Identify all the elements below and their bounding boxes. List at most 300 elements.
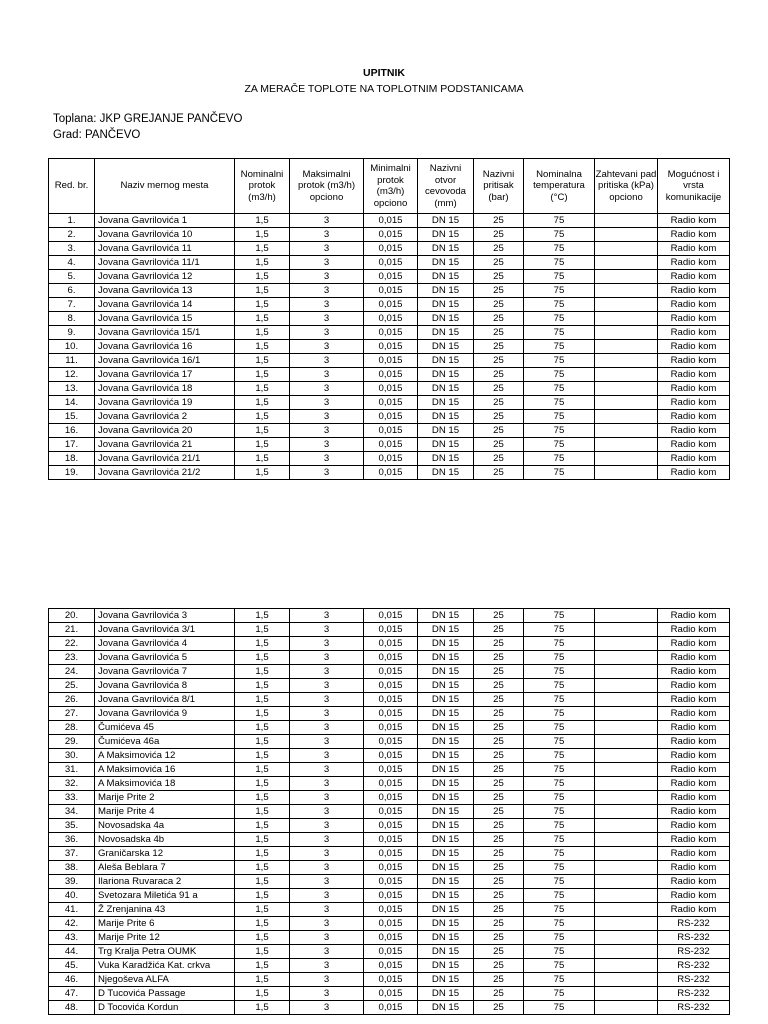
max-flow-cell: 3 <box>290 298 364 312</box>
max-flow-cell: 3 <box>290 637 364 651</box>
temperature-cell: 75 <box>524 284 595 298</box>
pressure-drop-cell <box>595 875 658 889</box>
table-body-part-1 <box>49 214 730 480</box>
pipe-diameter-cell: DN 15 <box>418 707 474 721</box>
communication-cell: Radio kom <box>658 396 730 410</box>
pipe-diameter-cell: DN 15 <box>418 973 474 987</box>
communication-cell: Radio kom <box>658 875 730 889</box>
table-row <box>49 791 730 805</box>
pressure-cell: 25 <box>474 1001 524 1015</box>
nominal-flow-cell: 1,5 <box>235 735 290 749</box>
temperature-cell: 75 <box>524 833 595 847</box>
table-row <box>49 214 730 228</box>
table-row <box>49 973 730 987</box>
max-flow-cell: 3 <box>290 721 364 735</box>
min-flow-cell: 0,015 <box>364 651 418 665</box>
communication-cell: Radio kom <box>658 368 730 382</box>
min-flow-cell: 0,015 <box>364 665 418 679</box>
communication-cell: Radio kom <box>658 242 730 256</box>
nominal-flow-cell: 1,5 <box>235 424 290 438</box>
max-flow-cell: 3 <box>290 777 364 791</box>
header-pad-pritiska: Zahtevani pad pritiska (kPa) opciono <box>595 159 658 214</box>
pressure-cell: 25 <box>474 889 524 903</box>
pressure-drop-cell <box>595 354 658 368</box>
table-row <box>49 693 730 707</box>
communication-cell: Radio kom <box>658 609 730 623</box>
temperature-cell: 75 <box>524 665 595 679</box>
row-number-cell: 17. <box>49 438 95 452</box>
table-row <box>49 354 730 368</box>
temperature-cell: 75 <box>524 340 595 354</box>
min-flow-cell: 0,015 <box>364 805 418 819</box>
table-row <box>49 651 730 665</box>
temperature-cell: 75 <box>524 735 595 749</box>
nominal-flow-cell: 1,5 <box>235 973 290 987</box>
row-number-cell: 26. <box>49 693 95 707</box>
pressure-cell: 25 <box>474 228 524 242</box>
row-number-cell: 9. <box>49 326 95 340</box>
header-komunikacija: Mogućnost i vrsta komunikacije <box>658 159 730 214</box>
min-flow-cell: 0,015 <box>364 987 418 1001</box>
pressure-cell: 25 <box>474 438 524 452</box>
min-flow-cell: 0,015 <box>364 270 418 284</box>
meter-location-cell: Čumićeva 46a <box>95 735 235 749</box>
pressure-drop-cell <box>595 298 658 312</box>
communication-cell: Radio kom <box>658 735 730 749</box>
row-number-cell: 45. <box>49 959 95 973</box>
header-red-br: Red. br. <box>49 159 95 214</box>
nominal-flow-cell: 1,5 <box>235 382 290 396</box>
meter-location-cell: Jovana Gavrilovića 16/1 <box>95 354 235 368</box>
min-flow-cell: 0,015 <box>364 623 418 637</box>
max-flow-cell: 3 <box>290 651 364 665</box>
meter-location-cell: Jovana Gavrilovića 3 <box>95 609 235 623</box>
min-flow-cell: 0,015 <box>364 693 418 707</box>
nominal-flow-cell: 1,5 <box>235 1001 290 1015</box>
temperature-cell: 75 <box>524 819 595 833</box>
pressure-cell: 25 <box>474 763 524 777</box>
meter-location-cell: Jovana Gavrilovića 14 <box>95 298 235 312</box>
min-flow-cell: 0,015 <box>364 424 418 438</box>
table-row <box>49 438 730 452</box>
meter-location-cell: Graničarska 12 <box>95 847 235 861</box>
communication-cell: Radio kom <box>658 791 730 805</box>
pipe-diameter-cell: DN 15 <box>418 637 474 651</box>
max-flow-cell: 3 <box>290 791 364 805</box>
table-row <box>49 763 730 777</box>
pipe-diameter-cell: DN 15 <box>418 791 474 805</box>
pressure-drop-cell <box>595 214 658 228</box>
max-flow-cell: 3 <box>290 931 364 945</box>
pipe-diameter-cell: DN 15 <box>418 466 474 480</box>
pipe-diameter-cell: DN 15 <box>418 256 474 270</box>
table-row <box>49 623 730 637</box>
pressure-drop-cell <box>595 1001 658 1015</box>
communication-cell: Radio kom <box>658 354 730 368</box>
max-flow-cell: 3 <box>290 312 364 326</box>
pressure-cell: 25 <box>474 903 524 917</box>
row-number-cell: 35. <box>49 819 95 833</box>
pressure-drop-cell <box>595 665 658 679</box>
pressure-cell: 25 <box>474 452 524 466</box>
nominal-flow-cell: 1,5 <box>235 354 290 368</box>
row-number-cell: 28. <box>49 721 95 735</box>
max-flow-cell: 3 <box>290 665 364 679</box>
pressure-drop-cell <box>595 623 658 637</box>
temperature-cell: 75 <box>524 861 595 875</box>
row-number-cell: 7. <box>49 298 95 312</box>
min-flow-cell: 0,015 <box>364 847 418 861</box>
min-flow-cell: 0,015 <box>364 903 418 917</box>
communication-cell: Radio kom <box>658 214 730 228</box>
max-flow-cell: 3 <box>290 679 364 693</box>
temperature-cell: 75 <box>524 424 595 438</box>
table-header-row <box>49 159 730 214</box>
meter-location-cell: Jovana Gavrilovića 11 <box>95 242 235 256</box>
pipe-diameter-cell: DN 15 <box>418 1001 474 1015</box>
temperature-cell: 75 <box>524 805 595 819</box>
min-flow-cell: 0,015 <box>364 707 418 721</box>
min-flow-cell: 0,015 <box>364 819 418 833</box>
row-number-cell: 44. <box>49 945 95 959</box>
communication-cell: Radio kom <box>658 298 730 312</box>
pressure-drop-cell <box>595 284 658 298</box>
table-row <box>49 861 730 875</box>
pressure-cell: 25 <box>474 959 524 973</box>
max-flow-cell: 3 <box>290 228 364 242</box>
pressure-drop-cell <box>595 382 658 396</box>
row-number-cell: 40. <box>49 889 95 903</box>
min-flow-cell: 0,015 <box>364 452 418 466</box>
nominal-flow-cell: 1,5 <box>235 665 290 679</box>
row-number-cell: 33. <box>49 791 95 805</box>
pressure-drop-cell <box>595 438 658 452</box>
min-flow-cell: 0,015 <box>364 637 418 651</box>
min-flow-cell: 0,015 <box>364 749 418 763</box>
pressure-cell: 25 <box>474 368 524 382</box>
table-row <box>49 609 730 623</box>
pressure-cell: 25 <box>474 707 524 721</box>
communication-cell: Radio kom <box>658 452 730 466</box>
min-flow-cell: 0,015 <box>364 763 418 777</box>
temperature-cell: 75 <box>524 959 595 973</box>
table-row <box>49 819 730 833</box>
table-row <box>49 735 730 749</box>
header-nominalni-protok: Nominalni protok (m3/h) <box>235 159 290 214</box>
communication-cell: Radio kom <box>658 312 730 326</box>
nominal-flow-cell: 1,5 <box>235 452 290 466</box>
pressure-cell: 25 <box>474 875 524 889</box>
min-flow-cell: 0,015 <box>364 875 418 889</box>
meter-location-cell: Jovana Gavrilovića 21 <box>95 438 235 452</box>
row-number-cell: 13. <box>49 382 95 396</box>
pipe-diameter-cell: DN 15 <box>418 987 474 1001</box>
row-number-cell: 46. <box>49 973 95 987</box>
pressure-cell: 25 <box>474 354 524 368</box>
max-flow-cell: 3 <box>290 284 364 298</box>
max-flow-cell: 3 <box>290 452 364 466</box>
pressure-cell: 25 <box>474 693 524 707</box>
nominal-flow-cell: 1,5 <box>235 763 290 777</box>
pipe-diameter-cell: DN 15 <box>418 242 474 256</box>
communication-cell: Radio kom <box>658 861 730 875</box>
nominal-flow-cell: 1,5 <box>235 987 290 1001</box>
pipe-diameter-cell: DN 15 <box>418 298 474 312</box>
temperature-cell: 75 <box>524 396 595 410</box>
pipe-diameter-cell: DN 15 <box>418 917 474 931</box>
pressure-cell: 25 <box>474 312 524 326</box>
min-flow-cell: 0,015 <box>364 861 418 875</box>
meter-location-cell: Jovana Gavrilovića 8/1 <box>95 693 235 707</box>
nominal-flow-cell: 1,5 <box>235 228 290 242</box>
nominal-flow-cell: 1,5 <box>235 438 290 452</box>
pressure-drop-cell <box>595 959 658 973</box>
row-number-cell: 20. <box>49 609 95 623</box>
table-row <box>49 382 730 396</box>
meter-table-part-2 <box>48 608 730 1015</box>
temperature-cell: 75 <box>524 623 595 637</box>
temperature-cell: 75 <box>524 368 595 382</box>
table-row <box>49 903 730 917</box>
pressure-cell: 25 <box>474 805 524 819</box>
row-number-cell: 43. <box>49 931 95 945</box>
max-flow-cell: 3 <box>290 847 364 861</box>
min-flow-cell: 0,015 <box>364 382 418 396</box>
communication-cell: RS-232 <box>658 917 730 931</box>
temperature-cell: 75 <box>524 931 595 945</box>
min-flow-cell: 0,015 <box>364 340 418 354</box>
pipe-diameter-cell: DN 15 <box>418 623 474 637</box>
pipe-diameter-cell: DN 15 <box>418 424 474 438</box>
pipe-diameter-cell: DN 15 <box>418 651 474 665</box>
meter-location-cell: Jovana Gavrilovića 5 <box>95 651 235 665</box>
meter-location-cell: Jovana Gavrilovića 11/1 <box>95 256 235 270</box>
max-flow-cell: 3 <box>290 875 364 889</box>
meter-location-cell: Ilariona Ruvaraca 2 <box>95 875 235 889</box>
pressure-cell: 25 <box>474 326 524 340</box>
header-minimalni-protok: Minimalni protok (m3/h) opciono <box>364 159 418 214</box>
pressure-drop-cell <box>595 424 658 438</box>
row-number-cell: 36. <box>49 833 95 847</box>
pipe-diameter-cell: DN 15 <box>418 410 474 424</box>
table-row <box>49 452 730 466</box>
temperature-cell: 75 <box>524 679 595 693</box>
temperature-cell: 75 <box>524 242 595 256</box>
table-row <box>49 917 730 931</box>
row-number-cell: 21. <box>49 623 95 637</box>
nominal-flow-cell: 1,5 <box>235 298 290 312</box>
table-row <box>49 424 730 438</box>
min-flow-cell: 0,015 <box>364 777 418 791</box>
row-number-cell: 1. <box>49 214 95 228</box>
temperature-cell: 75 <box>524 256 595 270</box>
meter-location-cell: Jovana Gavrilovića 1 <box>95 214 235 228</box>
row-number-cell: 14. <box>49 396 95 410</box>
nominal-flow-cell: 1,5 <box>235 396 290 410</box>
pipe-diameter-cell: DN 15 <box>418 875 474 889</box>
max-flow-cell: 3 <box>290 889 364 903</box>
table-row <box>49 256 730 270</box>
nominal-flow-cell: 1,5 <box>235 945 290 959</box>
meter-location-cell: Marije Prite 12 <box>95 931 235 945</box>
nominal-flow-cell: 1,5 <box>235 903 290 917</box>
nominal-flow-cell: 1,5 <box>235 466 290 480</box>
pipe-diameter-cell: DN 15 <box>418 749 474 763</box>
max-flow-cell: 3 <box>290 623 364 637</box>
table-row <box>49 749 730 763</box>
temperature-cell: 75 <box>524 903 595 917</box>
pressure-cell: 25 <box>474 973 524 987</box>
max-flow-cell: 3 <box>290 270 364 284</box>
min-flow-cell: 0,015 <box>364 396 418 410</box>
communication-cell: Radio kom <box>658 651 730 665</box>
pressure-drop-cell <box>595 707 658 721</box>
pipe-diameter-cell: DN 15 <box>418 214 474 228</box>
pressure-drop-cell <box>595 312 658 326</box>
pressure-drop-cell <box>595 679 658 693</box>
max-flow-cell: 3 <box>290 410 364 424</box>
row-number-cell: 8. <box>49 312 95 326</box>
meter-table-part-1 <box>48 158 730 480</box>
pipe-diameter-cell: DN 15 <box>418 270 474 284</box>
pressure-drop-cell <box>595 242 658 256</box>
min-flow-cell: 0,015 <box>364 438 418 452</box>
min-flow-cell: 0,015 <box>364 945 418 959</box>
max-flow-cell: 3 <box>290 396 364 410</box>
header-naziv: Naziv mernog mesta <box>95 159 235 214</box>
max-flow-cell: 3 <box>290 368 364 382</box>
max-flow-cell: 3 <box>290 973 364 987</box>
pressure-drop-cell <box>595 368 658 382</box>
pressure-drop-cell <box>595 340 658 354</box>
pipe-diameter-cell: DN 15 <box>418 438 474 452</box>
nominal-flow-cell: 1,5 <box>235 917 290 931</box>
temperature-cell: 75 <box>524 777 595 791</box>
max-flow-cell: 3 <box>290 242 364 256</box>
table-row <box>49 987 730 1001</box>
meter-location-cell: A Maksimovića 16 <box>95 763 235 777</box>
max-flow-cell: 3 <box>290 214 364 228</box>
pressure-drop-cell <box>595 270 658 284</box>
row-number-cell: 31. <box>49 763 95 777</box>
communication-cell: Radio kom <box>658 270 730 284</box>
table-row <box>49 889 730 903</box>
min-flow-cell: 0,015 <box>364 326 418 340</box>
nominal-flow-cell: 1,5 <box>235 777 290 791</box>
pressure-cell: 25 <box>474 987 524 1001</box>
pipe-diameter-cell: DN 15 <box>418 721 474 735</box>
communication-cell: Radio kom <box>658 679 730 693</box>
table-row <box>49 679 730 693</box>
communication-cell: Radio kom <box>658 833 730 847</box>
communication-cell: Radio kom <box>658 819 730 833</box>
pipe-diameter-cell: DN 15 <box>418 861 474 875</box>
nominal-flow-cell: 1,5 <box>235 875 290 889</box>
meter-location-cell: Jovana Gavrilovića 3/1 <box>95 623 235 637</box>
temperature-cell: 75 <box>524 452 595 466</box>
max-flow-cell: 3 <box>290 424 364 438</box>
table-row <box>49 805 730 819</box>
meter-location-cell: Jovana Gavrilovića 15 <box>95 312 235 326</box>
communication-cell: Radio kom <box>658 707 730 721</box>
min-flow-cell: 0,015 <box>364 735 418 749</box>
max-flow-cell: 3 <box>290 256 364 270</box>
min-flow-cell: 0,015 <box>364 833 418 847</box>
table-row <box>49 777 730 791</box>
pressure-drop-cell <box>595 326 658 340</box>
temperature-cell: 75 <box>524 707 595 721</box>
meter-location-cell: Vuka Karadžića Kat. crkva <box>95 959 235 973</box>
row-number-cell: 47. <box>49 987 95 1001</box>
row-number-cell: 24. <box>49 665 95 679</box>
pressure-cell: 25 <box>474 214 524 228</box>
row-number-cell: 18. <box>49 452 95 466</box>
max-flow-cell: 3 <box>290 707 364 721</box>
row-number-cell: 25. <box>49 679 95 693</box>
pressure-drop-cell <box>595 693 658 707</box>
meter-location-cell: Jovana Gavrilovića 19 <box>95 396 235 410</box>
pressure-drop-cell <box>595 861 658 875</box>
nominal-flow-cell: 1,5 <box>235 861 290 875</box>
pressure-drop-cell <box>595 763 658 777</box>
row-number-cell: 29. <box>49 735 95 749</box>
min-flow-cell: 0,015 <box>364 679 418 693</box>
min-flow-cell: 0,015 <box>364 609 418 623</box>
pressure-cell: 25 <box>474 931 524 945</box>
row-number-cell: 23. <box>49 651 95 665</box>
max-flow-cell: 3 <box>290 354 364 368</box>
meter-location-cell: Jovana Gavrilovića 12 <box>95 270 235 284</box>
min-flow-cell: 0,015 <box>364 721 418 735</box>
pipe-diameter-cell: DN 15 <box>418 763 474 777</box>
communication-cell: Radio kom <box>658 410 730 424</box>
pressure-drop-cell <box>595 945 658 959</box>
document-subtitle: ZA MERAČE TOPLOTE NA TOPLOTNIM PODSTANICAMA <box>244 83 524 95</box>
meter-location-cell: Čumićeva 45 <box>95 721 235 735</box>
max-flow-cell: 3 <box>290 805 364 819</box>
meter-location-cell: Jovana Gavrilovića 9 <box>95 707 235 721</box>
table-row <box>49 466 730 480</box>
max-flow-cell: 3 <box>290 945 364 959</box>
max-flow-cell: 3 <box>290 1001 364 1015</box>
meter-location-cell: Jovana Gavrilovića 17 <box>95 368 235 382</box>
row-number-cell: 10. <box>49 340 95 354</box>
row-number-cell: 32. <box>49 777 95 791</box>
nominal-flow-cell: 1,5 <box>235 693 290 707</box>
pipe-diameter-cell: DN 15 <box>418 312 474 326</box>
temperature-cell: 75 <box>524 973 595 987</box>
pressure-drop-cell <box>595 805 658 819</box>
nominal-flow-cell: 1,5 <box>235 326 290 340</box>
pressure-cell: 25 <box>474 665 524 679</box>
nominal-flow-cell: 1,5 <box>235 959 290 973</box>
min-flow-cell: 0,015 <box>364 354 418 368</box>
table-row <box>49 833 730 847</box>
min-flow-cell: 0,015 <box>364 410 418 424</box>
temperature-cell: 75 <box>524 987 595 1001</box>
table-row <box>49 298 730 312</box>
temperature-cell: 75 <box>524 637 595 651</box>
table-row <box>49 847 730 861</box>
meter-location-cell: Jovana Gavrilovića 7 <box>95 665 235 679</box>
communication-cell: Radio kom <box>658 903 730 917</box>
table-row <box>49 340 730 354</box>
temperature-cell: 75 <box>524 214 595 228</box>
pressure-cell: 25 <box>474 833 524 847</box>
grad-line: Grad: PANČEVO <box>53 129 141 141</box>
row-number-cell: 4. <box>49 256 95 270</box>
min-flow-cell: 0,015 <box>364 889 418 903</box>
